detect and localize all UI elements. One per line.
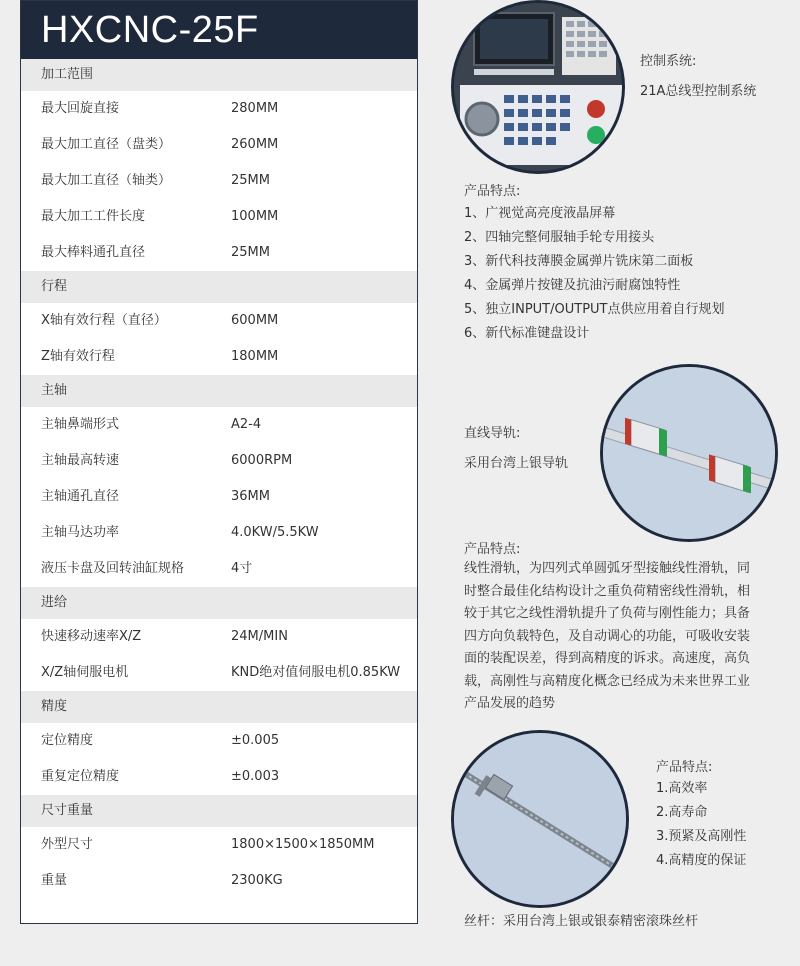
spec-value: 4寸 <box>231 561 253 576</box>
control-feature-item: 2、四轴完整伺服轴手轮专用接头 <box>464 230 655 245</box>
spec-body <box>21 59 417 899</box>
spec-value: 4.0KW/5.5KW <box>231 525 319 540</box>
spec-value: ±0.003 <box>231 769 280 784</box>
rail-features-title: 产品特点: <box>464 542 521 557</box>
spec-value: ±0.005 <box>231 733 280 748</box>
spec-value: A2-4 <box>231 417 262 432</box>
spec-row <box>21 91 417 127</box>
spec-row <box>21 199 417 235</box>
spec-value: 25MM <box>231 173 270 188</box>
screw-feature-item: 4.高精度的保证 <box>656 853 747 868</box>
spec-row <box>21 827 417 863</box>
spec-key: 快速移动速率X/Z <box>41 629 142 644</box>
screw-feature-item: 1.高效率 <box>656 781 708 796</box>
spec-key: 最大加工直径（盘类） <box>41 137 172 152</box>
spec-key: 最大加工工件长度 <box>41 209 146 224</box>
spec-section-header: 进给 <box>21 587 417 619</box>
control-system-label: 控制系统: <box>640 54 697 69</box>
spec-value: 1800×1500×1850MM <box>231 837 375 852</box>
spec-value: 24M/MIN <box>231 629 288 644</box>
spec-row <box>21 303 417 339</box>
control-feature-item: 1、广视觉高亮度液晶屏幕 <box>464 206 616 221</box>
rail-description-line: 产品发展的趋势 <box>464 696 556 711</box>
control-system-value: 21A总线型控制系统 <box>640 84 757 99</box>
spec-table <box>20 0 418 924</box>
spec-section-header: 加工范围 <box>21 59 417 91</box>
spec-row <box>21 163 417 199</box>
control-feature-item: 5、独立INPUT/OUTPUT点供应用着自行规划 <box>464 302 725 317</box>
spec-row <box>21 407 417 443</box>
ball-screw-illustration <box>454 733 629 908</box>
spec-value: 260MM <box>231 137 279 152</box>
spec-row <box>21 235 417 271</box>
rail-description-line: 面的装配误差，得到高精度的诉求。高速度，高负 <box>464 651 751 666</box>
spec-row <box>21 443 417 479</box>
spec-row <box>21 479 417 515</box>
spec-key: X轴有效行程（直径） <box>41 313 167 328</box>
spec-row <box>21 619 417 655</box>
spec-section-header: 精度 <box>21 691 417 723</box>
spec-section-header: 尺寸重量 <box>21 795 417 827</box>
spec-row <box>21 759 417 795</box>
linear-rail-label: 直线导轨: <box>464 426 521 441</box>
spec-value: 180MM <box>231 349 279 364</box>
linear-rail-value: 采用台湾上银导轨 <box>464 456 569 471</box>
spec-value: KND绝对值伺服电机0.85KW <box>231 665 401 680</box>
spec-row <box>21 339 417 375</box>
spec-value: 280MM <box>231 101 279 116</box>
ball-screw-image <box>451 730 629 908</box>
spec-key: 主轴通孔直径 <box>41 489 120 504</box>
spec-value: 100MM <box>231 209 279 224</box>
spec-key: Z轴有效行程 <box>41 349 115 364</box>
spec-value: 600MM <box>231 313 279 328</box>
spec-key: 液压卡盘及回转油缸规格 <box>41 561 185 576</box>
rail-description-line: 载，高刚性与高精度化概念已经成为未来世界工业 <box>464 673 751 689</box>
spec-key: 定位精度 <box>41 733 94 748</box>
spec-key: 主轴鼻端形式 <box>41 417 120 432</box>
screw-features-list <box>656 777 746 873</box>
spec-row <box>21 863 417 899</box>
control-feature-item: 6、新代标准键盘设计 <box>464 326 590 341</box>
screw-feature-item: 2.高寿命 <box>656 805 708 820</box>
rail-description-line: 四方向负载特色，及自动调心的功能，可吸收安装 <box>464 628 751 644</box>
spec-value: 36MM <box>231 489 270 504</box>
control-panel-illustration <box>454 3 625 174</box>
spec-key: 重量 <box>41 873 68 888</box>
spec-value: 2300KG <box>231 873 283 888</box>
rail-description <box>464 558 750 716</box>
control-features-title: 产品特点: <box>464 184 521 199</box>
spec-section-header: 主轴 <box>21 375 417 407</box>
spec-key: 最大回旋直接 <box>41 101 120 116</box>
control-feature-item: 3、新代科技薄膜金属弹片铣床第二面板 <box>464 254 694 269</box>
spec-key: 主轴最高转速 <box>41 453 120 468</box>
model-title: HXCNC-25F <box>21 1 417 59</box>
ball-screw-caption: 丝杆：采用台湾上银或银泰精密滚珠丝杆 <box>464 914 699 929</box>
spec-row <box>21 515 417 551</box>
spec-value: 25MM <box>231 245 270 260</box>
screw-features-title: 产品特点: <box>656 760 713 775</box>
spec-section-header: 行程 <box>21 271 417 303</box>
linear-rail-illustration <box>603 367 778 542</box>
spec-key: 最大棒料通孔直径 <box>41 245 146 260</box>
rail-description-line: 时整合最佳化结构设计之重负荷精密线性滑轨，相 <box>464 583 751 599</box>
spec-key: 重复定位精度 <box>41 769 120 784</box>
control-panel-image <box>451 0 625 174</box>
rail-description-line: 线性滑轨，为四列式单圆弧牙型接触线性滑轨，同 <box>464 561 751 576</box>
rail-description-line: 较于其它之线性滑轨提升了负荷与刚性能力；具备 <box>464 606 751 621</box>
spec-row <box>21 723 417 759</box>
spec-key: 外型尺寸 <box>41 837 94 852</box>
spec-key: 主轴马达功率 <box>41 525 120 540</box>
linear-rail-image <box>600 364 778 542</box>
spec-row <box>21 551 417 587</box>
control-feature-item: 4、金属弹片按键及抗油污耐腐蚀特性 <box>464 278 681 293</box>
control-features-list <box>464 202 725 346</box>
spec-row <box>21 127 417 163</box>
spec-row <box>21 655 417 691</box>
spec-key: 最大加工直径（轴类） <box>41 173 172 188</box>
spec-value: 6000RPM <box>231 453 293 468</box>
spec-key: X/Z轴伺服电机 <box>41 665 129 680</box>
screw-feature-item: 3.预紧及高刚性 <box>656 829 747 844</box>
